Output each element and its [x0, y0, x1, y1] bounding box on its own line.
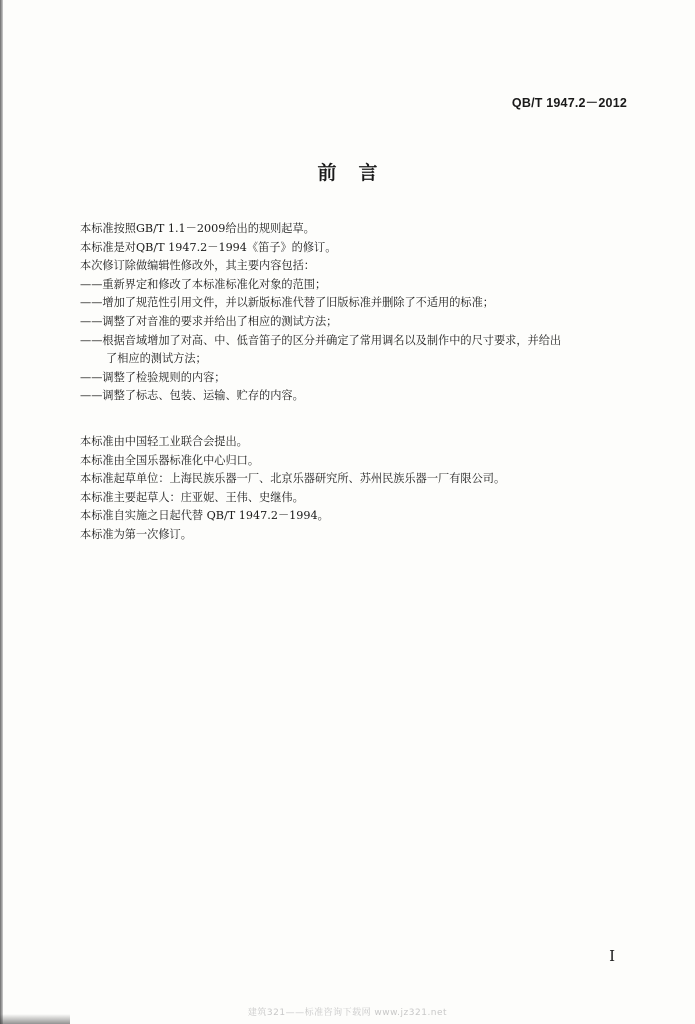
- paragraph: 本标准由中国轻工业联合会提出。: [80, 435, 248, 448]
- list-item: ——根据音域增加了对高、中、低音笛子的区分并确定了常用调名以及制作中的尺寸要求，并给出: [80, 333, 562, 347]
- paragraph: 本标准自实施之日起代替 QB/T 1947.2－1994。: [80, 509, 329, 523]
- list-item: ——调整了标志、包装、运输、贮存的内容。: [80, 389, 304, 403]
- scan-left-edge: [0, 0, 3, 1024]
- list-item: ——调整了检验规则的内容；: [80, 370, 226, 384]
- paragraph: 本标准是对QB/T 1947.2－1994《笛子》的修订。: [80, 240, 337, 254]
- foreword-block-2: [80, 433, 640, 545]
- paragraph: 本次修订除做编辑性修改外，其主要内容包括：: [80, 259, 315, 273]
- paragraph: 本标准由全国乐器标准化中心归口。: [80, 453, 260, 467]
- paragraph: 本标准为第一次修订。: [80, 527, 192, 541]
- list-item: ——增加了规范性引用文件，并以新版标准代替了旧版标准并删除了不适用的标准；: [80, 296, 494, 310]
- paragraph: 本标准主要起草人：庄亚妮、王伟、史继伟。: [80, 490, 304, 504]
- list-item: ——调整了对音准的要求并给出了相应的测试方法；: [80, 314, 338, 328]
- page-number: I: [609, 947, 615, 965]
- list-item: ——重新界定和修改了本标准标准化对象的范围；: [80, 277, 327, 291]
- watermark-text: 建筑321——标准咨询下载网 www.jz321.net: [247, 1008, 448, 1018]
- page-title: 前言: [317, 162, 400, 184]
- foreword-block-1: [80, 220, 640, 406]
- paragraph: 本标准起草单位：上海民族乐器一厂、北京乐器研究所、苏州民族乐器一厂有限公司。: [80, 472, 506, 486]
- list-item-continuation: 了相应的测试方法；: [106, 352, 207, 366]
- paragraph: 本标准按照GB/T 1.1－2009给出的规则起草。: [80, 222, 315, 235]
- standard-code: QB/T 1947.2－2012: [511, 96, 627, 110]
